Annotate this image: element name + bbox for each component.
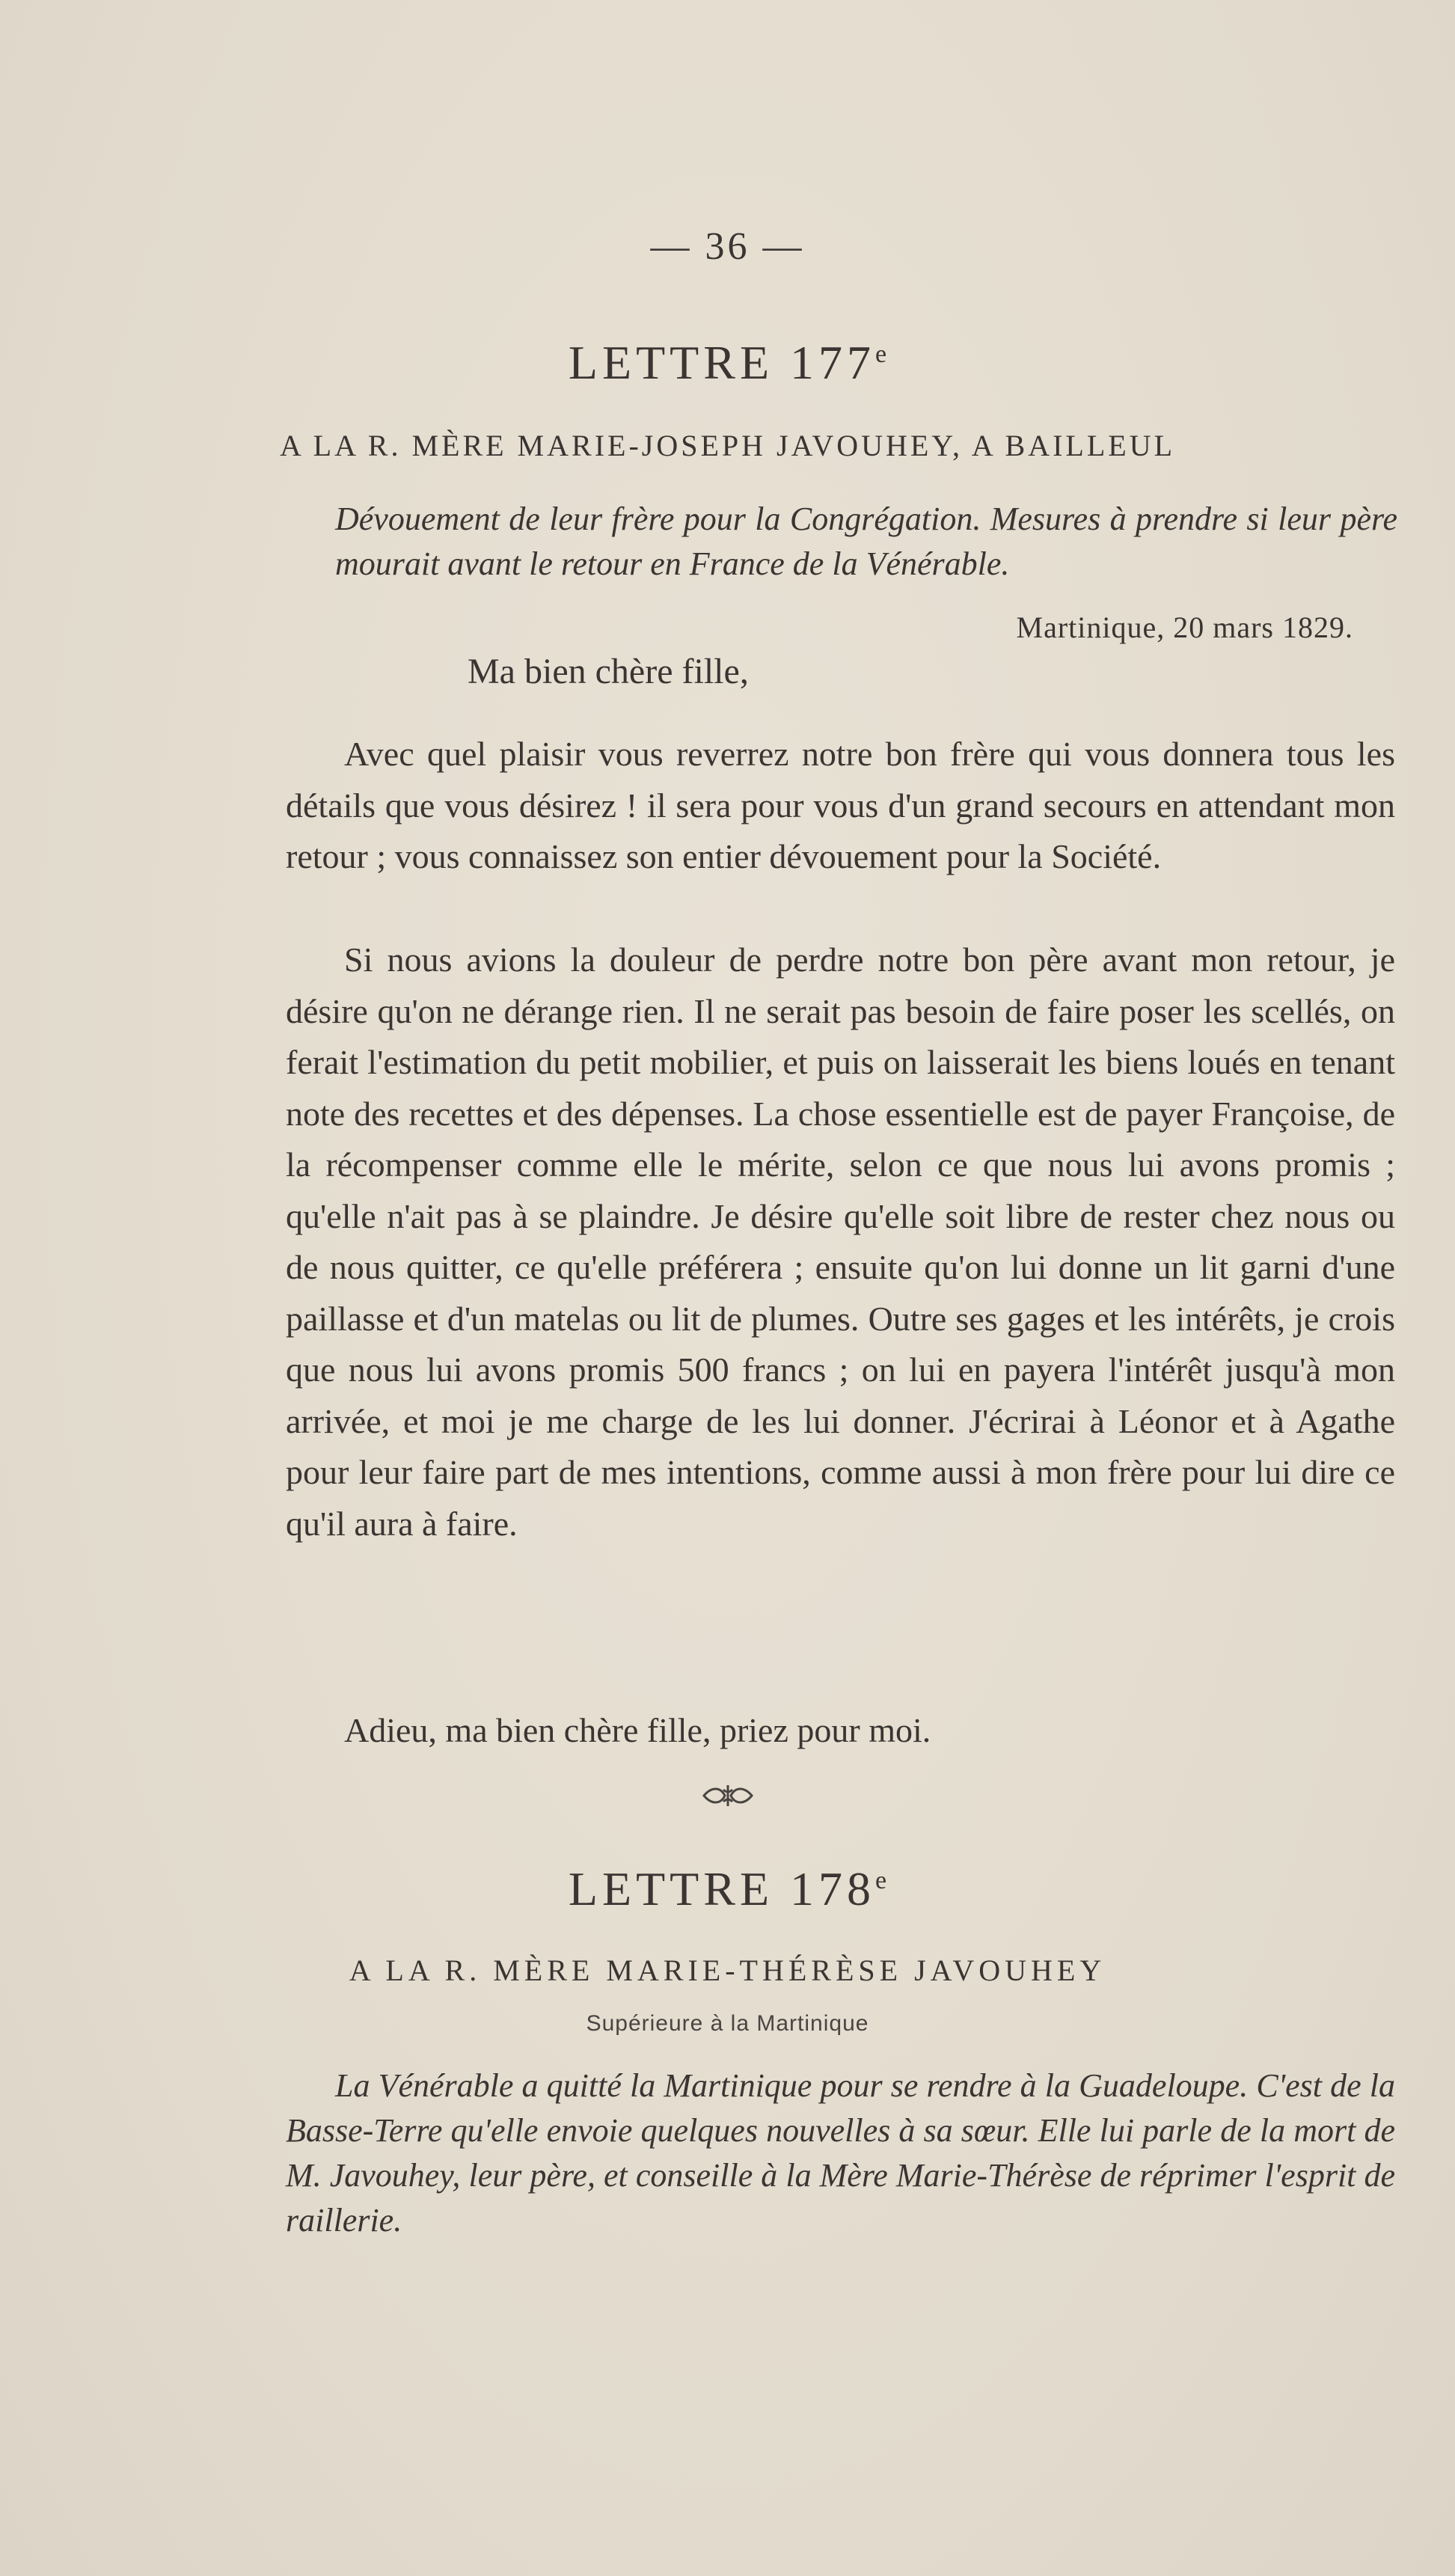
letter-178-subtitle: Supérieure à la Martinique xyxy=(586,2011,869,2036)
letter-177-recipient: A LA R. MÈRE MARIE-JOSEPH JAVOUHEY, A BAILLEUL xyxy=(279,429,1176,462)
letter-178-title-suffix: e xyxy=(875,1867,887,1894)
letter-177-paragraph-2: Si nous avions la douleur de perdre notre bon père avant mon retour, je désire qu'on ne dérange rien. Il ne serait pas besoin de faire poser les scellés, on ferait l'estimation du petit mobilier, et puis on laisserait les biens loués en tenant note des recettes et des dépenses. La chose essentielle est de payer Françoise, de la récompenser comme elle le mérite, selon ce que nous lui avons promis ; qu'elle n'ait pas à se plaindre. Je désire qu'elle soit libre de rester chez nous ou de nous quitter, ce qu'elle préférera ; ensuite qu'on lui donne un lit garni d'une paillasse et d'un matelas ou lit de plumes. Outre ses gages et les intérêts, je crois que nous lui avons promis 500 francs ; on lui en payera l'intérêt jusqu'à mon arrivée, et moi je me charge de les lui donner. J'écrirai à Léonor et à Agathe pour leur faire part de mes intentions, comme aussi à mon frère pour lui dire ce qu'il aura à faire. xyxy=(286,940,1395,1543)
letter-177-paragraph-3: Adieu, ma bien chère fille, priez pour moi. xyxy=(344,1711,931,1749)
letter-177-summary: Dévouement de leur frère pour la Congrégation. Mesures à prendre si leur père mourait avant le retour en France de la Vénérable. xyxy=(335,501,1397,582)
letter-177-salutation: Ma bien chère fille, xyxy=(468,652,749,691)
ornament-divider xyxy=(0,1781,1455,1819)
letter-177-title-text: LETTRE 177 xyxy=(568,336,876,389)
letter-178-title xyxy=(0,1861,1455,1917)
letter-178-summary: La Vénérable a quitté la Martinique pour se rendre à la Guadeloupe. C'est de la Basse-Terre qu'elle envoie quelques nouvelles à sa sœur. Elle lui parle de la mort de M. Javouhey, leur père, et conseille à la Mère Marie-Thérèse de réprimer l'esprit de raillerie. xyxy=(286,2067,1395,2239)
letter-177-dateline: Martinique, 20 mars 1829. xyxy=(1016,611,1353,644)
letter-178-title-text: LETTRE 178 xyxy=(568,1862,876,1915)
letter-177-title-suffix: e xyxy=(875,340,887,368)
letter-178-recipient: A LA R. MÈRE MARIE-THÉRÈSE JAVOUHEY xyxy=(349,1954,1106,1987)
page-number: — 36 — xyxy=(650,225,805,268)
letter-177-paragraph-1: Avec quel plaisir vous reverrez notre bon frère qui vous donnera tous les détails que vous désirez ! il sera pour vous d'un grand secours en attendant mon retour ; vous connaissez son entier dévouement pour la Société. xyxy=(286,735,1395,875)
fleuron-ornament-icon xyxy=(698,1781,758,1811)
letter-177-title xyxy=(0,335,1455,391)
